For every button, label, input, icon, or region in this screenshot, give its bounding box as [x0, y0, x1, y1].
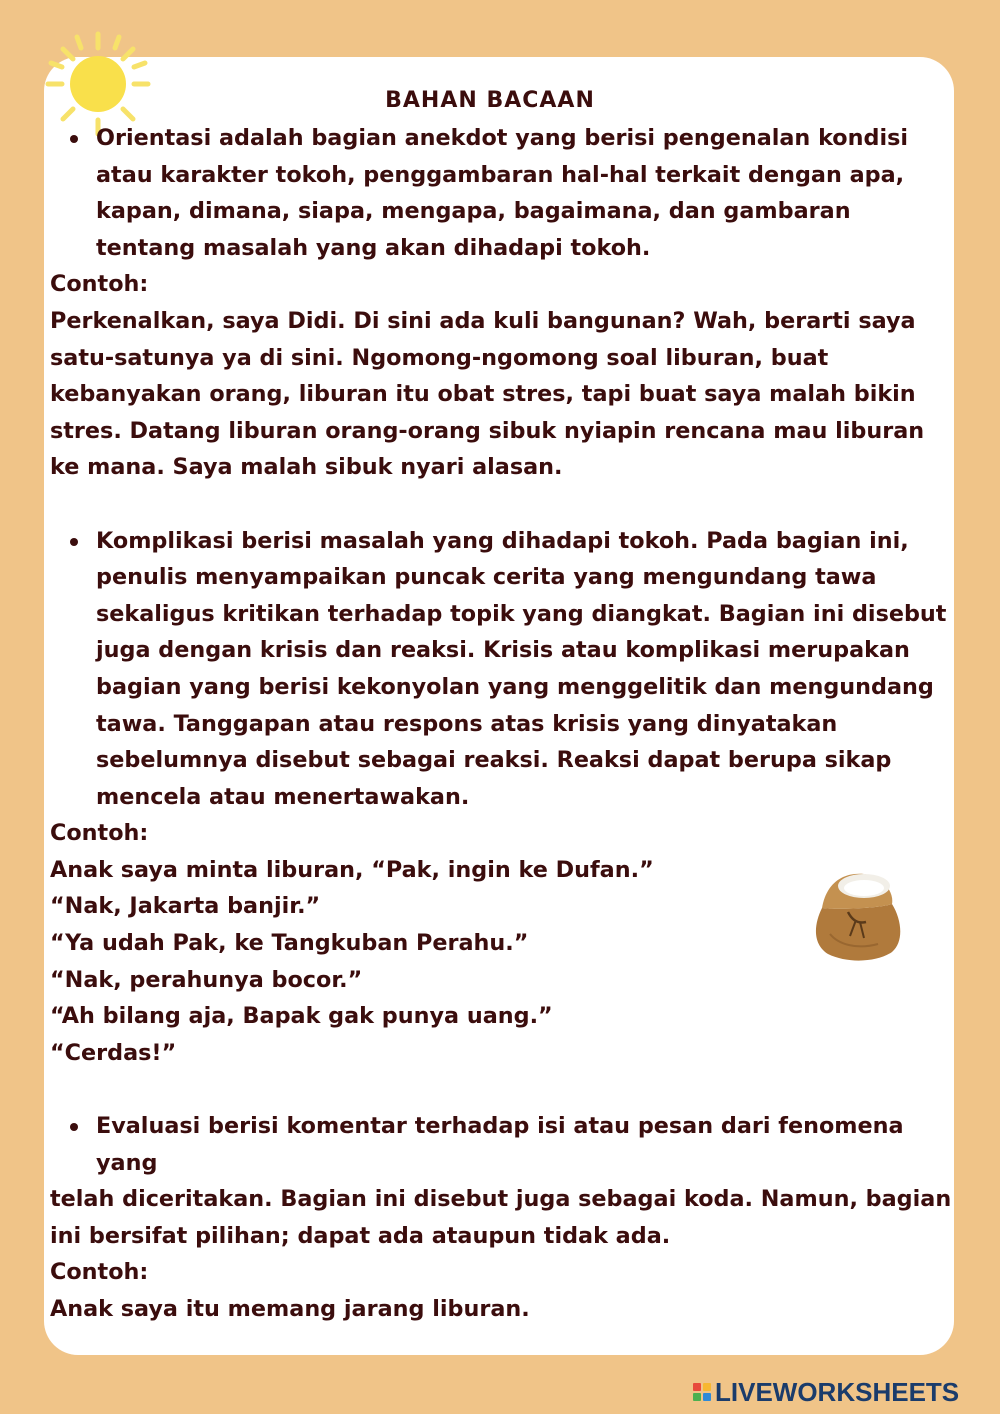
dialogue-line: “Cerdas!” — [50, 1039, 177, 1066]
evaluasi-bullet: Evaluasi berisi komentar terhadap isi atau pesan dari fenomena yang — [96, 1108, 954, 1181]
orientasi-bullet: Orientasi adalah bagian anekdot yang berisi pengenalan kondisi atau karakter tokoh, penggambaran hal-hal terkait dengan apa, kapan, dimana, siapa, mengapa, bagaimana, dan gambaran tentang masalah yang akan dihadapi tokoh. — [96, 120, 954, 266]
komplikasi-bullet: Komplikasi berisi masalah yang dihadapi tokoh. Pada bagian ini, penulis menyampaikan puncak cerita yang mengundang tawa sekaligus kritikan terhadap topik yang diangkat. Bagian ini disebut juga dengan krisis dan reaksi. Krisis atau komplikasi merupakan bagian yang berisi kekonyolan yang menggelitik dan mengundang tawa. Tanggapan atau respons atas krisis yang dinyatakan sebelumnya disebut sebagai reaksi. Reaksi dapat berupa sikap mencela atau menertawakan. — [96, 523, 954, 816]
rice-sack-icon — [808, 864, 904, 962]
dialogue-line: “Nak, perahunya bocor.” — [50, 966, 363, 993]
dialogue-line: “Ya udah Pak, ke Tangkuban Perahu.” — [50, 930, 529, 957]
example-paragraph: Anak saya itu memang jarang liburan. — [50, 1296, 530, 1322]
bullet-list — [50, 120, 954, 266]
dialogue-line: “Nak, Jakarta banjir.” — [50, 893, 321, 920]
bullet-list — [50, 1108, 954, 1181]
dialogue-line: Anak saya minta liburan, “Pak, ingin ke Dufan.” — [50, 856, 654, 883]
example-label: Contoh: — [50, 1259, 149, 1286]
dialogue-line: “Ah bilang aja, Bapak gak punya uang.” — [50, 1003, 553, 1030]
liveworksheets-icon — [693, 1383, 711, 1401]
reading-text — [50, 120, 954, 1328]
example-label: Contoh: — [50, 820, 149, 847]
page-title: BAHAN BACAAN — [385, 88, 595, 113]
liveworksheets-wordmark: LIVEWORKSHEETS — [715, 1376, 960, 1407]
liveworksheets-logo — [693, 1375, 959, 1409]
example-paragraph: Perkenalkan, saya Didi. Di sini ada kuli bangunan? Wah, berarti saya satu-satunya ya di sini. Ngomong-ngomong soal liburan, buat kebanyakan orang, liburan itu obat stres, tapi buat saya malah bikin stres. Datang liburan orang-orang sibuk nyiapin rencana mau liburan ke mana. Saya malah sibuk nyari alasan. — [50, 307, 925, 481]
example-label: Contoh: — [50, 271, 149, 298]
bullet-list — [50, 523, 954, 816]
evaluasi-continuation: telah diceritakan. Bagian ini disebut juga sebagai koda. Namun, bagian ini bersifat pilihan; dapat ada ataupun tidak ada. — [50, 1186, 952, 1249]
